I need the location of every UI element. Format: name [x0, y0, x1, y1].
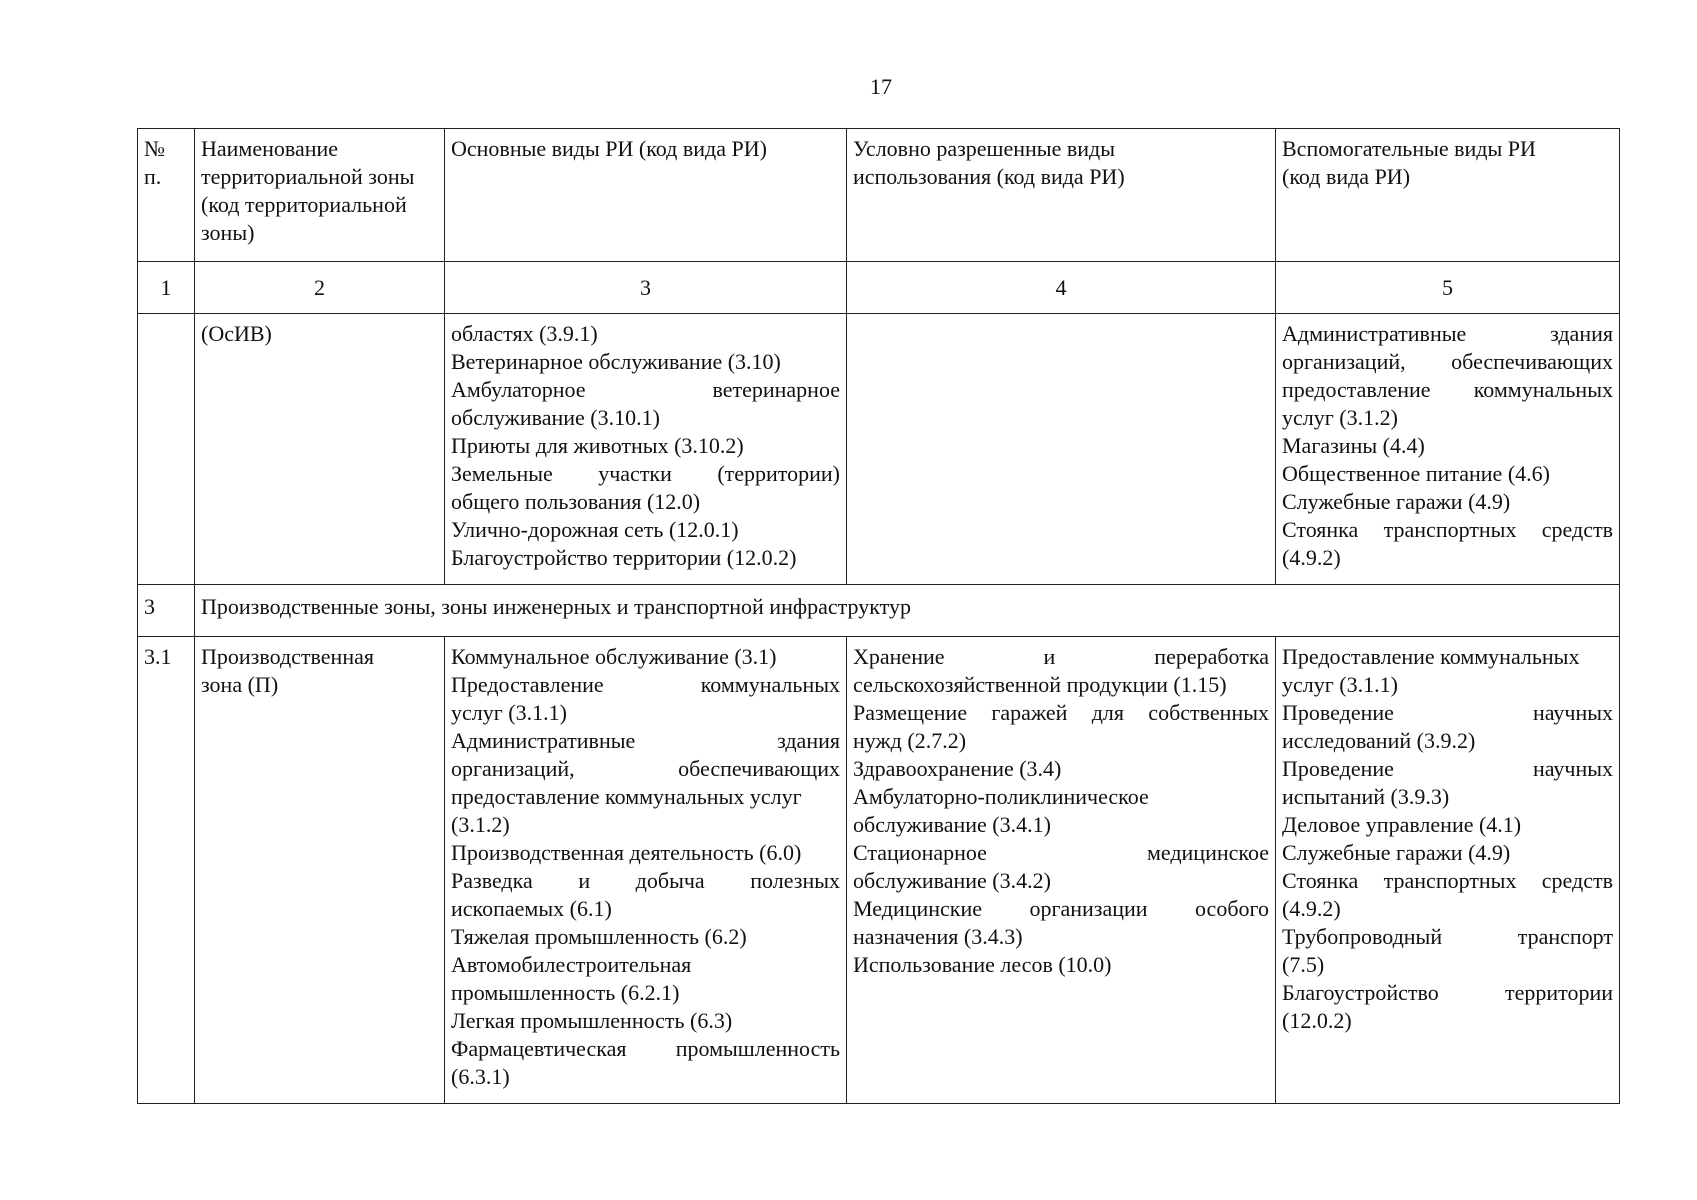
list-item: Проведение научных: [1282, 700, 1613, 725]
list-item: промышленность (6.2.1): [451, 980, 680, 1005]
header-text: (код вида РИ): [1282, 164, 1411, 189]
list-item: назначения (3.4.3): [853, 924, 1023, 949]
list-item: Земельные участки (территории): [451, 461, 840, 486]
list-item: (12.0.2): [1282, 1008, 1352, 1033]
header-zone-name: [195, 129, 445, 262]
header-text: Вспомогательные виды РИ: [1282, 136, 1536, 161]
column-number-row: [138, 262, 1620, 314]
list-item: Стационарное медицинское: [853, 840, 1269, 865]
header-text: Условно разрешенные виды: [853, 136, 1115, 161]
table-row: [138, 637, 1620, 1104]
header-auxiliary-uses: [1276, 129, 1620, 262]
header-text: зоны): [201, 220, 255, 245]
list-item: Размещение гаражей для собственных: [853, 700, 1269, 725]
list-item: организаций, обеспечивающих: [451, 756, 840, 781]
list-item: Трубопроводный транспорт: [1282, 924, 1613, 949]
list-item: организаций, обеспечивающих: [1282, 349, 1613, 374]
zone-code: (ОсИВ): [201, 321, 272, 346]
list-item: Деловое управление (4.1): [1282, 812, 1522, 837]
list-item: услуг (3.1.1): [451, 700, 567, 725]
list-item: Тяжелая промышленность (6.2): [451, 924, 747, 949]
list-item: услуг (3.1.2): [1282, 405, 1398, 430]
zone-name: [195, 637, 445, 1104]
list-item: Легкая промышленность (6.3): [451, 1008, 733, 1033]
auxiliary-uses-cell: [1276, 314, 1620, 585]
list-item: Амбулаторное ветеринарное: [451, 377, 840, 402]
list-item: Благоустройство территории: [1282, 980, 1613, 1005]
list-item: Хранение и переработка: [853, 644, 1269, 669]
list-item: областях (3.9.1): [451, 321, 598, 346]
list-item: Общественное питание (4.6): [1282, 461, 1550, 486]
list-item: Предоставление коммунальных: [1282, 644, 1580, 669]
zoning-table: [137, 128, 1620, 1104]
list-item: Здравоохранение (3.4): [853, 756, 1062, 781]
zone-name-text: Производственная: [201, 644, 374, 669]
list-item: Стоянка транспортных средств: [1282, 868, 1613, 893]
section-number: 3: [138, 585, 195, 637]
zone-name-text: зона (П): [201, 672, 279, 697]
list-item: Медицинские организации особого: [853, 896, 1269, 921]
list-item: предоставление коммунальных услуг: [451, 784, 802, 809]
list-item: Административные здания: [451, 728, 840, 753]
list-item: Коммунальное обслуживание (3.1): [451, 644, 777, 669]
header-conditional-uses: [847, 129, 1276, 262]
main-uses-cell: [445, 637, 847, 1104]
column-number: 1: [138, 262, 195, 314]
column-number: 5: [1276, 262, 1620, 314]
list-item: нужд (2.7.2): [853, 728, 967, 753]
header-text: №: [144, 136, 165, 161]
header-text: (код территориальной: [201, 192, 407, 217]
list-item: Благоустройство территории (12.0.2): [451, 545, 797, 570]
list-item: Магазины (4.4): [1282, 433, 1425, 458]
conditional-uses-cell: [847, 637, 1276, 1104]
header-text: территориальной зоны: [201, 164, 415, 189]
conditional-uses-cell: [847, 314, 1276, 585]
list-item: Разведка и добыча полезных: [451, 868, 840, 893]
table-row: [138, 314, 1620, 585]
list-item: сельскохозяйственной продукции (1.15): [853, 672, 1227, 697]
list-item: исследований (3.9.2): [1282, 728, 1476, 753]
header-main-uses: [445, 129, 847, 262]
list-item: обслуживание (3.4.1): [853, 812, 1051, 837]
row-number: 3.1: [138, 637, 195, 1104]
list-item: Служебные гаражи (4.9): [1282, 489, 1511, 514]
header-text: Наименование: [201, 136, 339, 161]
list-item: Проведение научных: [1282, 756, 1613, 781]
list-item: Автомобилестроительная: [451, 952, 692, 977]
column-number: 2: [195, 262, 445, 314]
list-item: обслуживание (3.10.1): [451, 405, 660, 430]
list-item: Приюты для животных (3.10.2): [451, 433, 744, 458]
header-text: использования (код вида РИ): [853, 164, 1125, 189]
header-text: Основные виды РИ (код вида РИ): [451, 136, 767, 161]
list-item: (3.1.2): [451, 812, 510, 837]
header-text: п.: [144, 164, 162, 189]
list-item: Служебные гаражи (4.9): [1282, 840, 1511, 865]
page-number: 17: [870, 74, 892, 99]
list-item: Амбулаторно-поликлиническое: [853, 784, 1149, 809]
section-title: Производственные зоны, зоны инженерных и транспортной инфраструктур: [195, 585, 1620, 637]
column-number: 4: [847, 262, 1276, 314]
list-item: Ветеринарное обслуживание (3.10): [451, 349, 781, 374]
list-item: Предоставление коммунальных: [451, 672, 840, 697]
list-item: (6.3.1): [451, 1064, 510, 1089]
list-item: услуг (3.1.1): [1282, 672, 1398, 697]
list-item: Административные здания: [1282, 321, 1613, 346]
section-row: [138, 585, 1620, 637]
list-item: (7.5): [1282, 952, 1325, 977]
header-row: [138, 129, 1620, 262]
list-item: Стоянка транспортных средств: [1282, 517, 1613, 542]
list-item: общего пользования (12.0): [451, 489, 701, 514]
row-number: [138, 314, 195, 585]
list-item: обслуживание (3.4.2): [853, 868, 1051, 893]
list-item: (4.9.2): [1282, 545, 1341, 570]
list-item: Улично-дорожная сеть (12.0.1): [451, 517, 739, 542]
header-number: [138, 129, 195, 262]
list-item: ископаемых (6.1): [451, 896, 612, 921]
list-item: предоставление коммунальных: [1282, 377, 1613, 402]
list-item: Фармацевтическая промышленность: [451, 1036, 840, 1061]
main-uses-cell: [445, 314, 847, 585]
column-number: 3: [445, 262, 847, 314]
list-item: Производственная деятельность (6.0): [451, 840, 802, 865]
auxiliary-uses-cell: [1276, 637, 1620, 1104]
list-item: Использование лесов (10.0): [853, 952, 1112, 977]
list-item: испытаний (3.9.3): [1282, 784, 1450, 809]
zone-name: [195, 314, 445, 585]
list-item: (4.9.2): [1282, 896, 1341, 921]
